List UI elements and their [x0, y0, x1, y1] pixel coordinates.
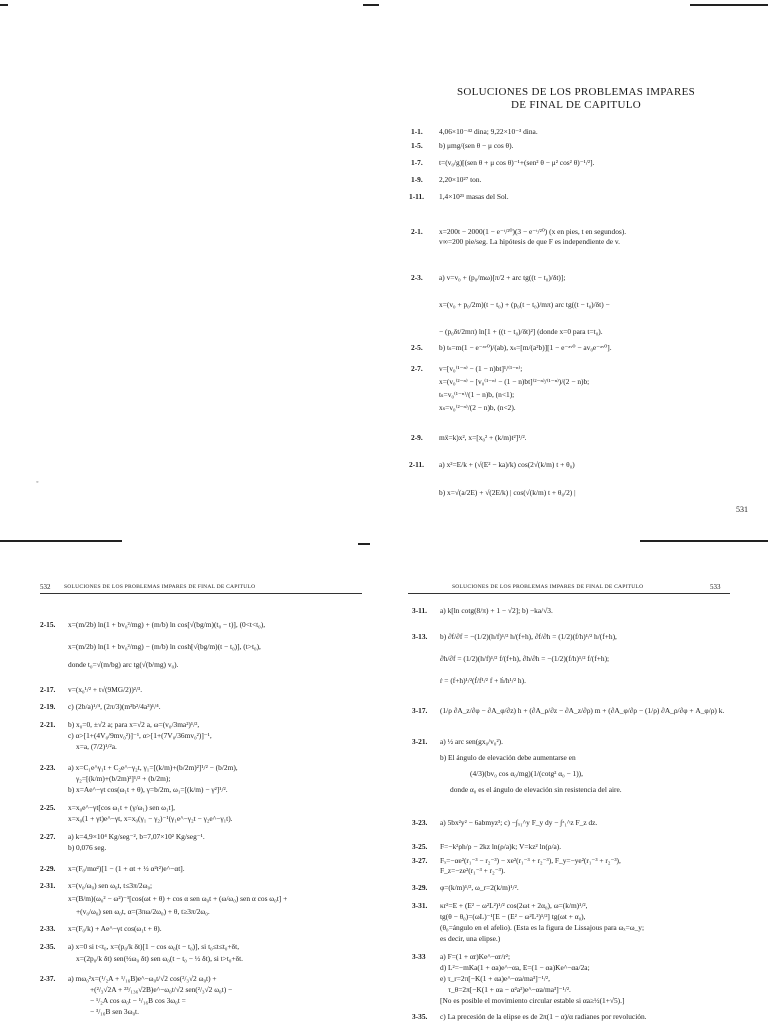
- running-head-rule: [40, 593, 362, 594]
- page-edge-top-mid: [363, 4, 379, 6]
- page-532: 532 SOLUCIONES DE LOS PROBLEMAS IMPARES DE FINAL DE CAPITULO 2-15. x=(m/2b) ln(1 + bv₀²/mg) + (m/b) ln cos[√(bg/m)(t₀ − t)], (0<t<t₀), x=(m/2b) ln(1 + bv₀²/mg) − (m/b) ln cosh[√(bg/m)(t − t₀)], (t>t₀), donde t₀=√(m/bg) arc tg(√(b/mg) v₀). 2-17. v=(x₀¹/² + t√(9MG/2))²/³. 2-19. c) (2b/a)¹/⁴, (2π/3)(m²b²/4a³)¹/⁴. 2-21. b) x₀=0, ±√2 a; para x=√2 a, ω=(v₀/3ma²)¹/², c) α>[1+(4V₀/9mv₀²)]⁻¹, α>[1+(7V₀/36mv₀²)]⁻¹, x=a, (7/2)¹/²a. 2-23. a) x=C₁e^γ₁t + C₂e^−γ₂t, γ₁=[(k/m)+(b/2m)²]¹/² − (b/2m), γ₂=[(k/m)+(b/2m)²]¹/² + (b/2m); b) x=Ae^−γt cos(ω₁t + θ), γ=b/2m, ω₁=[(k/m) − γ²]¹/². 2-25. x=x₀e^−γt[cos ω₁t + (γ/ω₁) sen ω₁t], x=x₀(1 + γt)e^−γt, x=x₀(γ₁ − γ₂)⁻¹(γ₁e^−γ₂t − γ₂e^−γ₁t). 2-27. a) k=4,9×10⁴ Kg/seg⁻², b=7,07×10² Kg/seg⁻¹. b) 0,076 seg. 2-29. x=(F₀/mα²)[1 − (1 + αt + ½ α²t²)e^−αt]. 2-31. x=(v₀/ω₀) sen ω₀t, t≤3π/2ω₀; x=(B/m)(ω₀² − ω²)⁻¹[cos(ωt + θ) + cos α sen ω₀t + (ω/ω₀) sen α cos ω₀t] + +(v₀/ω₀) sen ω₀t, α=(3πω/2ω₀) + θ, t≥3π/2ω₀. 2-33. x=(F₀/k) + Ae^−γt cos(ω₁t + θ). 2-35. a) x=0 si t<t₀, x=(p₀/k δt)[1 − cos ω₀(t − t₀)], si t₀≤t≤t₀+δt, x=(2p₀/k δt) sen(½ω₀ δt) sen ω₀(t − t₀ − ½ δt), si t>t₀+δt. 2-37. a) mω₀²x=(¹/₂A + ¹/₁₆B)e^−ω₀t/√2 cos(²/₃√2 ω₀t) + +(²/₃√2A + ²³/₁₃₆√2B)e^−ω₀t/√2 sen(²/₃√2 ω₀t) − − ¹/₂A cos ω₀t − ¹/₁₆B cos 3ω₀t = − ³/₁₆B sen 3ω₀t.: [0, 548, 384, 1024]
- page-number: 532: [40, 583, 51, 591]
- title-line-2: DE FINAL DE CAPITULO: [511, 99, 641, 111]
- page-number: 533: [710, 583, 721, 591]
- page-edge-mid-left: [0, 540, 122, 542]
- title-line-1: SOLUCIONES DE LOS PROBLEMAS IMPARES: [456, 86, 696, 98]
- page-edge-mid-right: [640, 540, 768, 542]
- page-edge-mid-center: [358, 543, 370, 545]
- running-head: SOLUCIONES DE LOS PROBLEMAS IMPARES DE FINAL DE CAPITULO: [452, 584, 644, 590]
- page-531: SOLUCIONES DE LOS PROBLEMAS IMPARES DE FINAL DE CAPITULO 1-1. 4,06×10⁻⁴² dina; 9,22×10⁻³ dina. 1-5. b) μmg/(sen θ − μ cos θ). 1-7. t=(v₀/g)[(sen θ + μ cos θ)⁻¹+(sen² θ − μ² cos² θ)⁻¹/²]. 1-9. 2,20×10²⁷ ton. 1-11. 1,4×10²¹ masas del Sol. 2-1. x=200t − 2000(1 − e⁻ᵗ/²⁰)(3 − e⁻ᵗ/²⁰) (x en pies, t en segundos). v∞=200 pie/seg. La hipótesis de que F es independiente de v. 2-3. a) v=v₀ + (p₀/mω)[π/2 + arc tg((t − t₀)/δt)]; x=(v₀ + p₀/2m)(t − t₀) + (p₀(t − t₀)/mπ) arc tg((t − t₀)/δt) − − (p₀δt/2mπ) ln[1 + ((t − t₀)/δt)²] (donde x=0 para t=t₀). 2-5. b) tₛ=m(1 − e⁻ᵃᵛ⁰)/(ab), xₛ=[m/(a²b)][1 − e⁻ᵃᵛ⁰ − av₀e⁻ᵃᵛ⁰]. 2-7. v=[v₀⁽¹⁻ⁿ⁾ − (1 − n)bt]¹/⁽¹⁻ⁿ⁾; x=(v₀⁽²⁻ⁿ⁾ − [v₀⁽¹⁻ⁿ⁾ − (1 − n)bt]⁽²⁻ⁿ⁾/⁽¹⁻ⁿ⁾)/(2 − n)b; tₛ=v₀⁽¹⁻ⁿ⁾/(1 − n)b, (n<1); xₛ=v₀⁽²⁻ⁿ⁾/(2 − n)b, (n<2). 2-9. mẍ=k)x², x=[x₀² + (k/m)t²]¹/². 2-11. a) x²=E/k + (√(E² − ka)/k) cos(2√(k/m) t + θ₀) b) x=√(a/2E) + √(2E/k) | cos(√(k/m) t + θ₀/2) | 531: [384, 0, 768, 535]
- page-number: 531: [736, 505, 748, 514]
- page-edge-top-left: [0, 4, 8, 6]
- running-head-rule: [408, 593, 730, 594]
- page-title: [384, 86, 768, 112]
- running-head: SOLUCIONES DE LOS PROBLEMAS IMPARES DE FINAL DE CAPITULO: [64, 584, 256, 590]
- page-533: SOLUCIONES DE LOS PROBLEMAS IMPARES DE FINAL DE CAPITULO 533 3-11. a) k[ln cotg(8/π) + 1 − √2]; b) −ka/√3. 3-13. b) ∂f/∂f = −(1/2)(h/f)¹/² h/(f+h), ∂f/∂h = (1/2)(f/h)¹/² h/(f+h), ∂h/∂f = (1/2)(h/f)¹/² f/(f+h), ∂h/∂h = −(1/2)(f/h)¹/² f/(f+h); ṙ = (f+h)¹/²(ḟ/f¹/² f + ḣ/h¹/² h). 3-17. (1/ρ ∂A_z/∂φ − ∂A_φ/∂z) h + (∂A_ρ/∂z − ∂A_z/∂ρ) m + (∂A_φ/∂ρ − (1/ρ) ∂A_ρ/∂φ + A_φ/ρ) k. 3-21. a) ½ arc sen(gx₀/v₀²). b) El ángulo de elevación debe aumentarse en (4/3)(bv₀ cos α₀/mg)(1/(cotg² α₀ − 1)), donde α₀ es el ángulo de elevación sin resistencia del aire. 3-23. a) 5bx²y² − 6abmyz³; c) −∫ₓ₁^y F_y dy − ∫ᶻ₁^z F_z dz. 3-25. F=−k²ρh/ρ − 2kz ln(ρ/a)k; V=kz² ln(ρ/a). 3-27. Fₓ=−αe²(r₁⁻³ − r₂⁻³) − xe²(r₁⁻³ + r₂⁻³), F_y=−ye²(r₁⁻³ + r₂⁻³), F_z=−ze²(r₁⁻³ + r₂⁻³). 3-29. φ=(k/m)¹/², ω_r=2(k/m)¹/². 3-31. κr²=E + (E² − ω²L²)¹/² cos(2ωt + 2α₀), ω=(k/m)¹/², tg(θ − θ₀)=(ωL)⁻¹[E − (E² − ω²L²)¹/²] tg(ωt + α₀), (θ₀=ángulo en el afelio). (Esta es la figura de Lissajous para ωₓ=ω_y; es decir, una elipse.) 3-33 a) F=(1 + αr)Ke^−αr/r²; d) L²=−mKa(1 + αa)e^−αa, E=(1 − αa)Ke^−αa/2a; e) τ_r=2π[−K(1 + αa)e^−αa/ma³]⁻¹/², τ_θ=2π[−K(1 + αa − α²a²)e^−αa/ma³]⁻¹/². [No es posible el movimiento circular estable si αa≥½(1+√5).] 3-35. c) La precesión de la elipse es de 2π(1 − α)/α radianes por revolución.: [384, 548, 768, 1024]
- scan-mark: ◦: [36, 478, 39, 486]
